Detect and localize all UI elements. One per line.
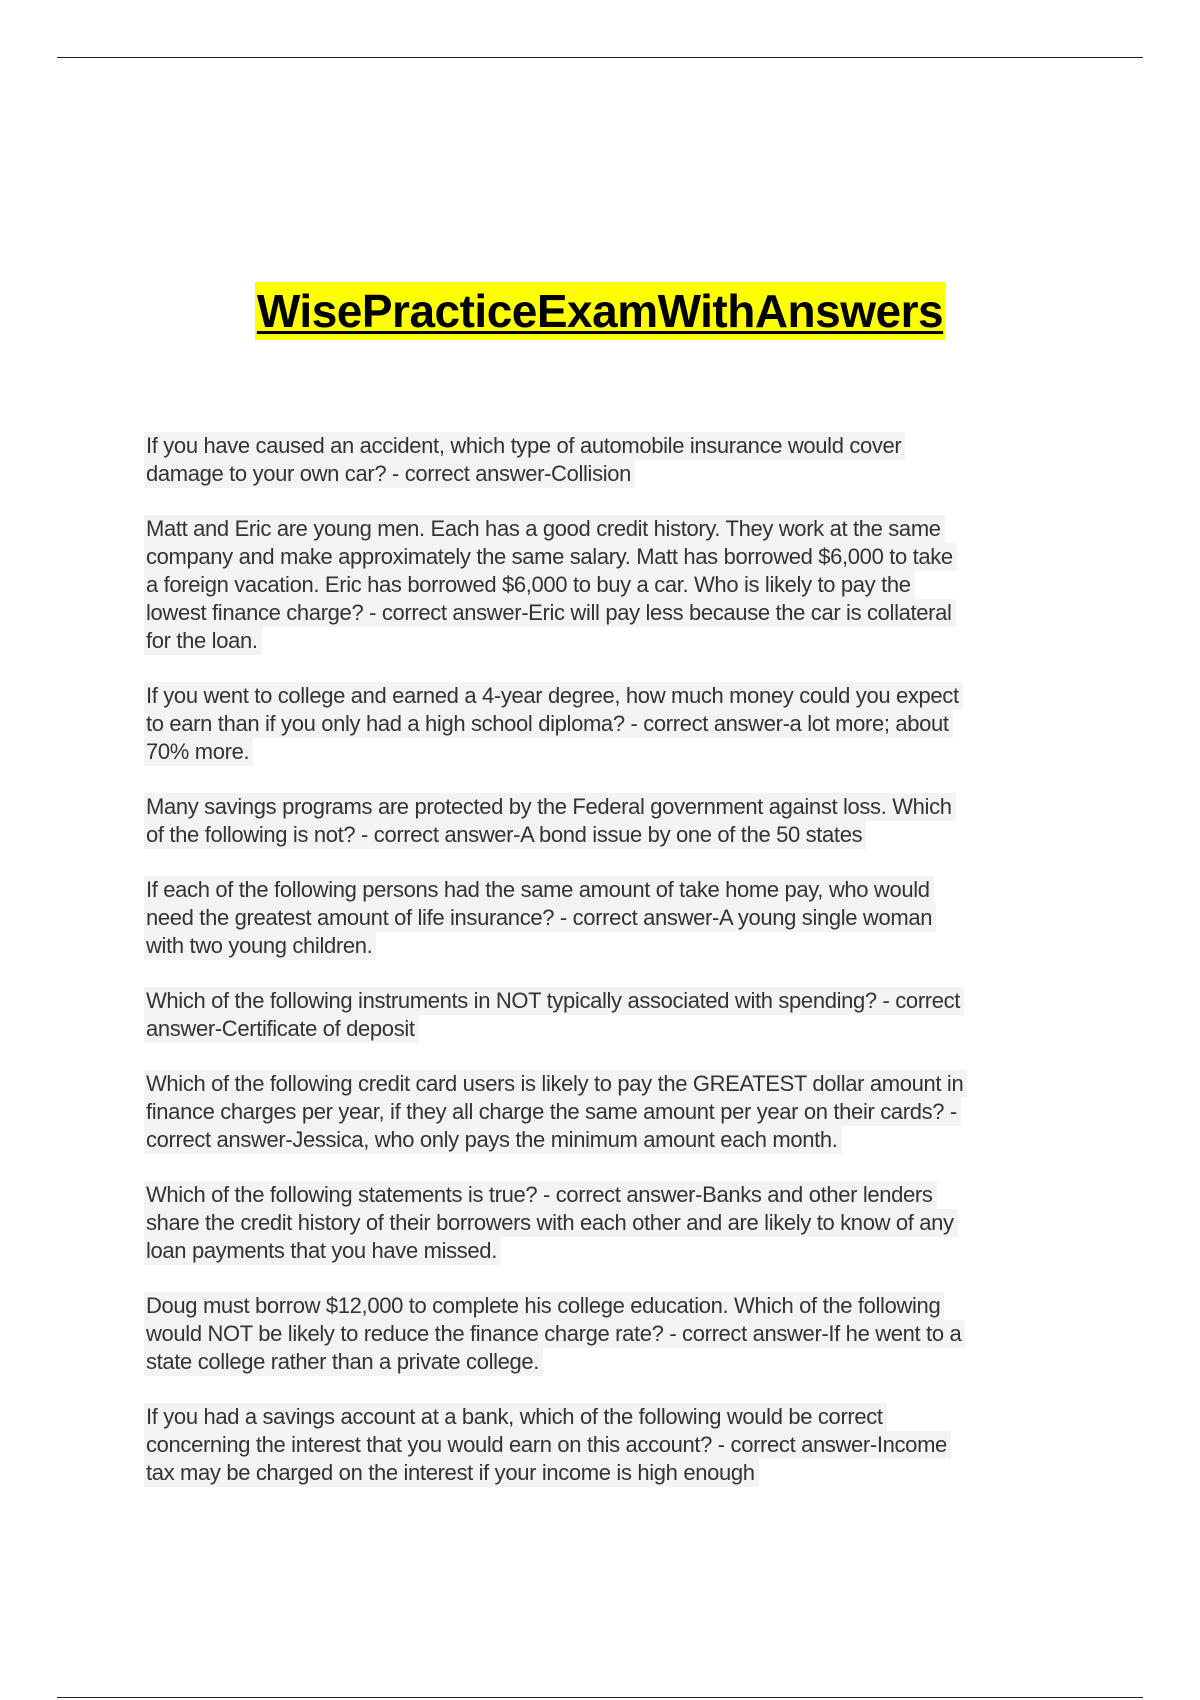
qa-text-line: Matt and Eric are young men. Each has a good credit history. They work at the same xyxy=(144,515,945,543)
qa-item xyxy=(144,987,1064,1043)
qa-text-line: Which of the following instruments in NOT typically associated with spending? - correct xyxy=(144,987,964,1015)
qa-text-line: would NOT be likely to reduce the finance charge rate? - correct answer-If he went to a xyxy=(144,1320,965,1348)
qa-text-line: company and make approximately the same salary. Matt has borrowed $6,000 to take xyxy=(144,543,957,571)
qa-text-line: Doug must borrow $12,000 to complete his college education. Which of the following xyxy=(144,1292,944,1320)
qa-text-line: a foreign vacation. Eric has borrowed $6,000 to buy a car. Who is likely to pay the xyxy=(144,571,915,599)
title-container xyxy=(0,282,1200,340)
qa-item xyxy=(144,682,1064,766)
qa-text-line: correct answer-Jessica, who only pays the minimum amount each month. xyxy=(144,1126,842,1154)
qa-text-line: If you have caused an accident, which type of automobile insurance would cover xyxy=(144,432,905,460)
question-answer-list xyxy=(144,432,1064,1514)
qa-text-line: lowest finance charge? - correct answer-Eric will pay less because the car is collateral xyxy=(144,599,956,627)
qa-text-line: If you went to college and earned a 4-year degree, how much money could you expect xyxy=(144,682,963,710)
qa-text-line: for the loan. xyxy=(144,627,262,655)
qa-text-line: answer-Certificate of deposit xyxy=(144,1015,419,1043)
qa-item xyxy=(144,793,1064,849)
qa-text-line: If each of the following persons had the same amount of take home pay, who would xyxy=(144,876,934,904)
qa-text-line: Which of the following statements is true? - correct answer-Banks and other lenders xyxy=(144,1181,937,1209)
qa-text-line: concerning the interest that you would earn on this account? - correct answer-Income xyxy=(144,1431,951,1459)
qa-text-line: damage to your own car? - correct answer-Collision xyxy=(144,460,635,488)
header-rule xyxy=(57,57,1143,58)
qa-item xyxy=(144,1292,1064,1376)
qa-text-line: Many savings programs are protected by the Federal government against loss. Which xyxy=(144,793,956,821)
qa-item xyxy=(144,515,1064,655)
qa-text-line: loan payments that you have missed. xyxy=(144,1237,501,1265)
qa-text-line: to earn than if you only had a high school diploma? - correct answer-a lot more; about xyxy=(144,710,953,738)
qa-text-line: with two young children. xyxy=(144,932,376,960)
qa-text-line: share the credit history of their borrowers with each other and are likely to know of any xyxy=(144,1209,958,1237)
qa-item xyxy=(144,1403,1064,1487)
qa-text-line: If you had a savings account at a bank, which of the following would be correct xyxy=(144,1403,887,1431)
footer-rule xyxy=(57,1697,1143,1698)
qa-item xyxy=(144,1070,1064,1154)
qa-text-line: tax may be charged on the interest if your income is high enough xyxy=(144,1459,759,1487)
qa-text-line: 70% more. xyxy=(144,738,253,766)
document-title: WisePracticeExamWithAnswers xyxy=(255,282,945,340)
qa-item xyxy=(144,432,1064,488)
qa-text-line: of the following is not? - correct answer-A bond issue by one of the 50 states xyxy=(144,821,866,849)
qa-text-line: need the greatest amount of life insurance? - correct answer-A young single woman xyxy=(144,904,936,932)
qa-text-line: Which of the following credit card users is likely to pay the GREATEST dollar amount in xyxy=(144,1070,967,1098)
qa-item xyxy=(144,876,1064,960)
qa-text-line: state college rather than a private college. xyxy=(144,1348,543,1376)
qa-item xyxy=(144,1181,1064,1265)
qa-text-line: finance charges per year, if they all charge the same amount per year on their cards? - xyxy=(144,1098,961,1126)
